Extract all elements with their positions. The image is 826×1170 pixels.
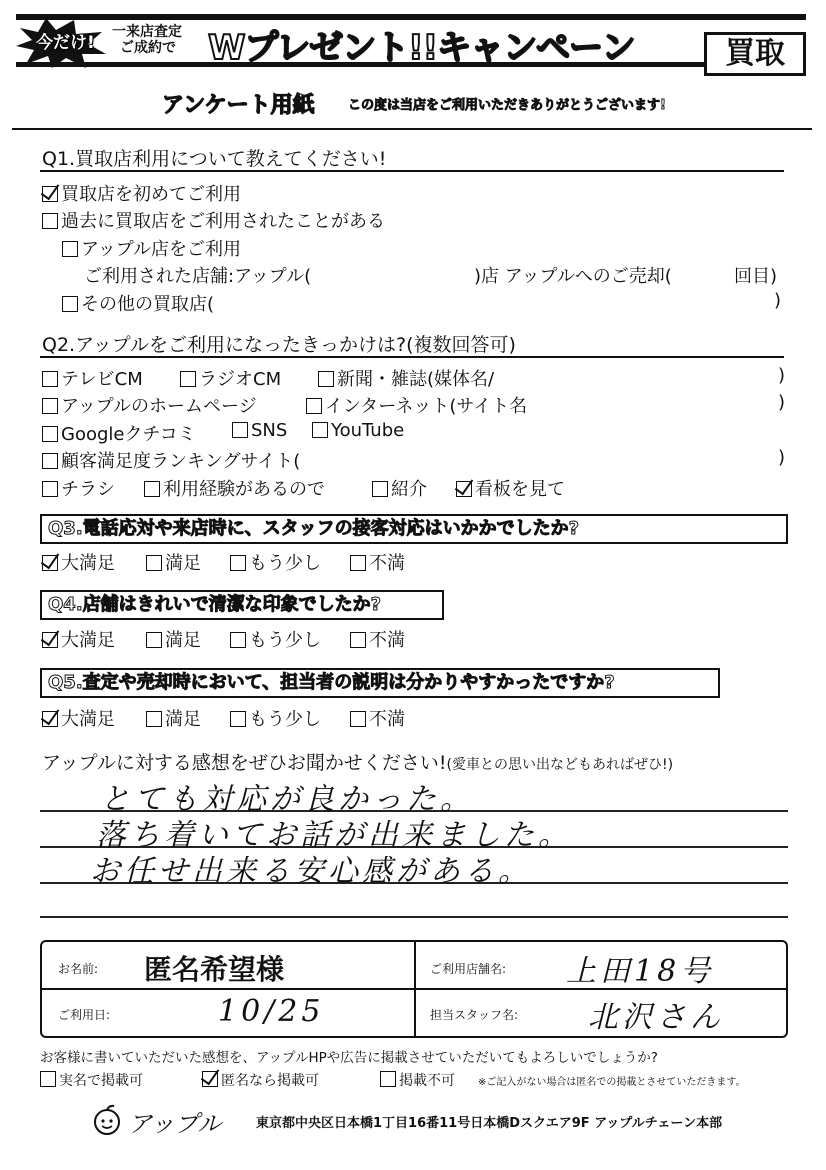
checkbox[interactable] [146,711,162,727]
banner-pre-line1: 一来店査定 [112,24,182,40]
q3-option-dissatisfied[interactable] [350,549,405,575]
q2-option-sns-label: SNS [251,420,288,441]
staff-label: 担当スタッフ名: [430,1008,519,1022]
name-value[interactable]: 匿名希望様 [144,953,285,986]
q2-option-radio[interactable] [180,365,281,391]
comment-rule-4 [40,916,788,918]
form-subtitle: アンケート用紙 [162,93,315,118]
comments-title [42,748,673,775]
q3-option-satisfied-label: 満足 [165,553,201,574]
checkbox[interactable] [350,711,366,727]
q3-option-very-satisfied-label: 大満足 [61,553,115,574]
q5-option-satisfied[interactable] [146,705,201,731]
q1-option-apple[interactable] [62,235,241,261]
q3-title: Q3.電話応対や来店時に、スタッフの接客対応はいかかでしたか? [48,518,580,539]
checkbox[interactable] [146,555,162,571]
checkbox-checked[interactable] [42,555,58,571]
comment-line-3[interactable]: お任せ出来る安心感がある。 [90,854,532,889]
q1-title: Q1.買取店利用について教えてください! [42,148,387,170]
q5-option-more[interactable] [230,705,321,731]
checkbox-checked[interactable] [42,711,58,727]
checkbox[interactable] [42,371,58,387]
comments-title-text: アップルに対する感想をぜひお聞かせください! [42,752,447,774]
banner-pre-line2: ご成約で [120,40,176,56]
q2-option-internet[interactable] [306,392,527,418]
q3-option-dissatisfied-label: 不満 [369,553,405,574]
q1-option-used-before[interactable] [42,207,385,233]
date-label: ご利用日: [58,1008,111,1022]
q5-title: Q5.査定や売却時において、担当者の説明は分かりやすかったですか? [48,672,615,693]
q2-option-google-label: Googleクチコミ [61,424,196,445]
checkbox[interactable] [230,555,246,571]
checkbox[interactable] [372,481,388,497]
q5-option-dissatisfied-label: 不満 [369,709,405,730]
q5-option-very-satisfied-label: 大満足 [61,709,115,730]
q3-option-more-label: もう少し [249,553,321,574]
q4-title-box [40,590,444,620]
staff-value[interactable]: 北沢さん [588,1000,724,1035]
q4-option-dissatisfied-label: 不満 [369,630,405,651]
comment-line-1[interactable]: とても対応が良かった。 [100,782,474,817]
q2-option-google[interactable] [42,420,196,446]
q4-option-satisfied-label: 満足 [165,630,201,651]
q2-option-homepage[interactable] [42,392,257,418]
q1-store-suffix: )店 アップルへのご売却( [474,266,672,287]
q2-option-referral-label: 紹介 [391,479,427,500]
checkbox-checked[interactable] [456,481,472,497]
q2-option-ranking[interactable] [42,447,300,473]
checkbox[interactable] [42,426,58,442]
q2-option-tv-label: テレビCM [61,369,143,390]
comment-line-2[interactable]: 落ち着いてお話が出来ました。 [96,818,572,853]
burst-label: 今だけ! [36,33,95,53]
q2-option-sns[interactable] [232,420,287,441]
q4-option-more-label: もう少し [249,630,321,651]
q1-option-apple-label: アップル店をご利用 [81,239,242,260]
q3-option-satisfied[interactable] [146,549,201,575]
q2-option-ranking-label: 顧客満足度ランキングサイト( [61,451,301,472]
checkbox[interactable] [350,555,366,571]
date-value[interactable]: 10/25 [218,994,325,1029]
q4-option-satisfied[interactable] [146,626,201,652]
q2-option-signboard[interactable] [456,475,565,501]
q1-option-used-before-label: 過去に買取店をご利用されたことがある [61,211,385,232]
footer-address: 東京都中央区日本橋1丁目16番11号日本橋Dスクエア9F アップルチェーン本部 [256,1116,723,1131]
campaign-banner [16,14,806,71]
customer-info-box [40,940,788,1038]
checkbox-checked[interactable] [42,186,58,202]
q2-ranking-close: ) [778,447,786,468]
consent-option-anonymous[interactable] [202,1070,319,1090]
checkbox[interactable] [230,711,246,727]
q4-title: Q4.店舗はきれいで清潔な印象でしたか? [48,594,382,615]
apple-logo-icon [92,1104,122,1136]
q2-option-homepage-label: アップルのホームページ [61,396,257,417]
q4-option-very-satisfied[interactable] [42,626,115,652]
q2-option-press-label: 新聞・雑誌(媒体名/ [337,369,495,390]
banner-title: Wプレゼント!!キャンペーン [208,28,635,68]
q2-option-press[interactable] [318,365,494,391]
q1-option-other-label: その他の買取店( [81,294,215,315]
banner-kaitori-box: 買取 [704,32,806,76]
consent-option-real-name-label: 実名で掲載可 [59,1073,143,1089]
checkbox[interactable] [232,422,248,438]
q2-option-youtube-label: YouTube [331,420,405,441]
q2-option-tv[interactable] [42,365,143,391]
checkbox[interactable] [62,241,78,257]
header-divider [12,128,812,130]
checkbox[interactable] [146,632,162,648]
q2-option-referral[interactable] [372,475,427,501]
checkbox[interactable] [42,213,58,229]
q1-count-suffix: 回目) [734,266,778,287]
q2-option-flyer[interactable] [42,475,115,501]
checkbox[interactable] [318,371,334,387]
q2-option-flyer-label: チラシ [61,479,115,500]
q2-press-close: ) [778,365,786,386]
q5-title-box [40,668,720,698]
thanks-message: この度は当店をご利用いただきありがとうございます! [348,98,666,113]
q5-option-very-satisfied[interactable] [42,705,115,731]
name-label: お名前: [58,962,99,976]
consent-option-anonymous-label: 匿名なら掲載可 [221,1073,319,1089]
q4-option-dissatisfied[interactable] [350,626,405,652]
q2-underline [40,356,784,358]
store-value[interactable]: 上田18号 [566,954,715,989]
checkbox[interactable] [144,481,160,497]
checkbox[interactable] [42,481,58,497]
checkbox[interactable] [40,1071,56,1087]
q2-title: Q2.アップルをご利用になったきっかけは?(複数回答可) [42,334,516,356]
checkbox[interactable] [380,1071,396,1087]
q2-option-experience-label: 利用経験があるので [163,479,325,500]
checkbox[interactable] [350,632,366,648]
q2-option-youtube[interactable] [312,420,404,441]
q5-option-more-label: もう少し [249,709,321,730]
consent-option-not-allowed[interactable] [380,1070,455,1090]
store-label: ご利用店舗名: [430,962,507,976]
consent-option-not-allowed-label: 掲載不可 [399,1073,455,1089]
consent-question: お客様に書いていただいた感想を、アップルHPや広告に掲載させていただいてもよろしいでしょうか? [40,1050,658,1066]
q1-underline [40,170,784,172]
checkbox[interactable] [42,398,58,414]
q3-option-very-satisfied[interactable] [42,549,115,575]
banner-pre-text [112,24,182,56]
footer-logo-text: アップル [128,1110,222,1138]
q3-title-box [40,514,788,544]
checkbox[interactable] [312,422,328,438]
q2-option-radio-label: ラジオCM [199,369,282,390]
checkbox-checked[interactable] [42,632,58,648]
checkbox-checked[interactable] [202,1071,218,1087]
q5-option-satisfied-label: 満足 [165,709,201,730]
checkbox[interactable] [42,453,58,469]
q1-other-close: ) [774,290,782,311]
q2-option-experience[interactable] [144,475,325,501]
consent-option-real-name[interactable] [40,1070,143,1090]
q2-internet-close: ) [778,392,786,413]
q3-option-more[interactable] [230,549,321,575]
checkbox[interactable] [306,398,322,414]
q4-option-more[interactable] [230,626,321,652]
q1-store-prefix: ご利用された店舗:アップル( [84,266,312,287]
q1-option-first-time[interactable] [42,180,241,206]
q1-option-other[interactable] [62,290,214,316]
consent-note: ※ご記入がない場合は匿名での掲載とさせていただきます。 [478,1077,746,1088]
q5-option-dissatisfied[interactable] [350,705,405,731]
comments-title-note: (愛車との思い出などもあればぜひ!) [446,757,674,773]
checkbox[interactable] [62,296,78,312]
checkbox[interactable] [230,632,246,648]
q4-option-very-satisfied-label: 大満足 [61,630,115,651]
q2-option-signboard-label: 看板を見て [475,479,565,500]
q2-option-internet-label: インターネット(サイト名 [325,396,528,417]
q1-option-first-time-label: 買取店を初めてご利用 [61,184,241,205]
checkbox[interactable] [180,371,196,387]
